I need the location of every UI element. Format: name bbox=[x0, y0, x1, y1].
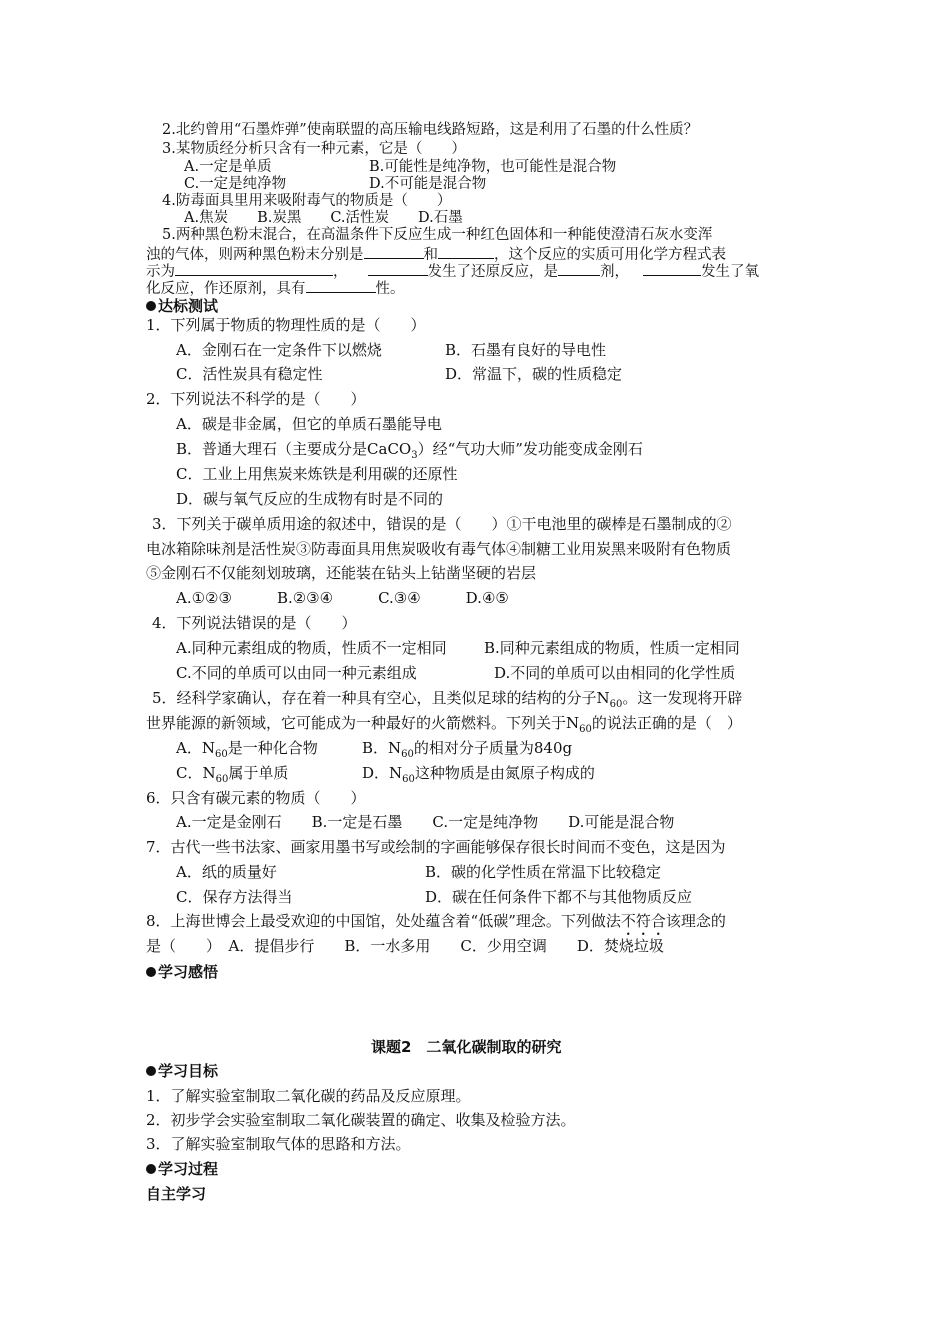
test-q7: 7．古代一些书法家、画家用墨书写或绘制的字画能够保存很长时间而不变色，这是因为 bbox=[146, 838, 726, 856]
fill-q3-option-d: D.不可能是混合物 bbox=[369, 176, 487, 192]
section-heading-goals: 学习目标 bbox=[146, 1060, 218, 1081]
fill-q2: 2.北约曾用“石墨炸弹”使南联盟的高压输电线路短路，这是利用了石墨的什么性质？ bbox=[162, 122, 699, 138]
test-q2-option-a: A．碳是非金属，但它的单质石墨能导电 bbox=[176, 415, 442, 433]
emphasized-text: 不符合 bbox=[620, 912, 666, 930]
test-q4: 4．下列说法错误的是（ ） bbox=[152, 614, 357, 632]
test-q5-option-b: B．$N_{60}$的相对分子质量为840g bbox=[362, 739, 573, 760]
test-q4-option-c: C.不同的单质可以由同一种元素组成 bbox=[176, 664, 417, 682]
test-q5-option-d: D．$N_{60}$这种物质是由氮原子构成的 bbox=[362, 764, 595, 785]
goal-1: 1．了解实验室制取二氧化碳的药品及反应原理。 bbox=[146, 1087, 471, 1105]
test-q2: 2．下列说法不科学的是（ ） bbox=[146, 390, 366, 408]
goal-3: 3．了解实验室制取气体的思路和方法。 bbox=[146, 1135, 411, 1153]
test-q1-option-c: C．活性炭具有稳定性 bbox=[176, 365, 323, 383]
fill-q4-stem: 4.防毒面具里用来吸附毒气的物质是（ ） bbox=[162, 193, 452, 209]
subheading-self-study: 自主学习 bbox=[146, 1185, 207, 1203]
fill-q3-option-b: B.可能性是纯净物，也可能性是混合物 bbox=[369, 159, 617, 175]
fill-q3-option-c: C.一定是纯净物 bbox=[184, 176, 287, 192]
answer-blank[interactable] bbox=[643, 261, 701, 276]
test-q8-line1: 8．上海世博会上最受欢迎的中国馆，处处蕴含着“低碳”理念。下列做法不符合该理念的 bbox=[146, 912, 726, 930]
bullet-icon bbox=[146, 967, 156, 977]
test-q7-option-a: A．纸的质量好 bbox=[176, 863, 277, 881]
fill-q5-line1: 5.两种黑色粉末混合，在高温条件下反应生成一种红色固体和一种能使澄清石灰水变浑 bbox=[162, 227, 713, 243]
test-q7-option-b: B．碳的化学性质在常温下比较稳定 bbox=[425, 863, 662, 881]
test-q1-option-a: A．金刚石在一定条件下以燃烧 bbox=[176, 341, 382, 359]
test-q3-line3: ⑤金刚石不仅能刻划玻璃，还能装在钻头上钻凿坚硬的岩层 bbox=[146, 564, 537, 582]
answer-blank[interactable] bbox=[306, 278, 376, 293]
test-q1-option-b: B．石墨有良好的导电性 bbox=[445, 341, 607, 359]
test-q5-option-a: A．$N_{60}$是一种化合物 bbox=[176, 739, 318, 760]
test-q2-option-d: D．碳与氧气反应的生成物有时是不同的 bbox=[176, 490, 444, 508]
section-heading-process: 学习过程 bbox=[146, 1158, 218, 1179]
test-q8-line2: 是（ ） A．提倡步行 B．一水多用 C．少用空调 D．焚烧垃圾 bbox=[146, 937, 664, 955]
bullet-icon bbox=[146, 301, 156, 311]
test-q6: 6．只含有碳元素的物质（ ） bbox=[146, 789, 366, 807]
test-q2-option-b: B．普通大理石（主要成分是CaCO$_3$）经“气功大师”发功能变成金刚石 bbox=[176, 440, 643, 461]
test-q4-option-d: D.不同的单质可以由相同的化学性质 bbox=[494, 664, 736, 682]
fill-q4-options: A.焦炭 B.炭黑 C.活性炭 D.石墨 bbox=[184, 210, 463, 226]
answer-blank[interactable] bbox=[364, 244, 424, 259]
test-q1-option-d: D．常温下，碳的性质稳定 bbox=[445, 365, 623, 383]
bullet-icon bbox=[146, 1164, 156, 1174]
test-q5-line1: 5．经科学家确认，存在着一种具有空心，且类似足球的结构的分子$N_{60}$。这一发现将开辟 bbox=[152, 689, 743, 710]
answer-blank[interactable] bbox=[368, 261, 428, 276]
lesson-title: 课题2 二氧化碳制取的研究 bbox=[371, 1038, 562, 1056]
answer-blank[interactable] bbox=[175, 261, 333, 276]
bullet-icon bbox=[146, 1066, 156, 1076]
fill-q3-option-a: A.一定是单质 bbox=[184, 159, 272, 175]
goal-2: 2．初步学会实验室制取二氧化碳装置的确定、收集及检验方法。 bbox=[146, 1111, 576, 1129]
test-q4-option-a: A.同种元素组成的物质，性质不一定相同 bbox=[176, 639, 447, 657]
section-heading-reflection: 学习感悟 bbox=[146, 961, 218, 982]
test-q7-option-c: C．保存方法得当 bbox=[176, 888, 293, 906]
test-q4-option-b: B.同种元素组成的物质，性质一定相同 bbox=[484, 639, 740, 657]
test-q3-line2: 电冰箱除味剂是活性炭③防毒面具用焦炭吸收有毒气体④制糖工业用炭黑来吸附有色物质 bbox=[146, 540, 732, 558]
test-q3-options: A.①②③ B.②③④ C.③④ D.④⑤ bbox=[176, 589, 509, 607]
answer-blank[interactable] bbox=[438, 244, 494, 259]
answer-blank[interactable] bbox=[558, 261, 600, 276]
test-q7-option-d: D．碳在任何条件下都不与其他物质反应 bbox=[425, 888, 693, 906]
test-q5-option-c: C．$N_{60}$属于单质 bbox=[176, 764, 289, 785]
section-heading-test: 达标测试 bbox=[146, 295, 218, 316]
test-q5-line2: 世界能源的新领域，它可能成为一种最好的火箭燃料。下列关于$N_{60}$的说法正确的是（ ） bbox=[146, 714, 742, 735]
fill-q5-line4: 化反应，作还原剂，具有 性。 bbox=[146, 278, 405, 298]
test-q6-options: A.一定是金刚石 B.一定是石墨 C.一定是纯净物 D.可能是混合物 bbox=[176, 813, 675, 831]
test-q1: 1．下列属于物质的物理性质的是（ ） bbox=[146, 316, 426, 334]
test-q2-option-c: C．工业上用焦炭来炼铁是利用碳的还原性 bbox=[176, 465, 458, 483]
test-q3-line1: 3．下列关于碳单质用途的叙述中，错误的是（ ）①干电池里的碳棒是石墨制成的② bbox=[152, 515, 732, 533]
fill-q3-stem: 3.某物质经分析只含有一种元素，它是（ ） bbox=[162, 141, 466, 157]
fill-q5-line2: 浊的气体，则两种黑色粉末分别是 和 ，这个反应的实质可用化学方程式表 bbox=[146, 244, 726, 264]
fill-q5-line3: 示为 ， 发生了还原反应，是 剂， 发生了氧 bbox=[146, 261, 759, 281]
